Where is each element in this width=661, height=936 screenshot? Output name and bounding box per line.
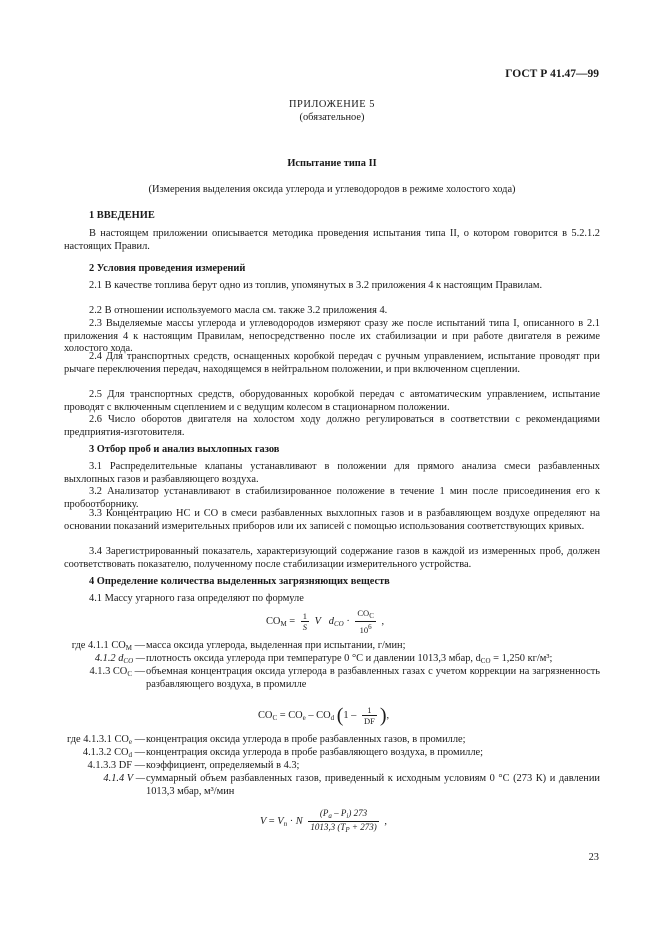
para-3-2: 3.2 Анализатор устанавливают в стабилизированное положение в течение 1 мин после присоединения его к пробоотборнику.	[64, 486, 600, 510]
para-2-6: 2.6 Число оборотов двигателя на холостом ходу должно регулироваться в соответствии с рекомендациями предприятия-изготовителя.	[64, 414, 600, 438]
section-3-heading: 3 Отбор проб и анализ выхлопных газов	[89, 444, 280, 455]
section-1-heading: 1 ВВЕДЕНИЕ	[89, 210, 155, 221]
def-4-1-4-text: суммарный объем разбавленных газов, приведенный к исходным условиям 0 °С (273 К) и давлении 1013,3 мбар, м³/мин	[146, 773, 600, 797]
para-2-2: 2.2 В отношении используемого масла см. также 3.2 приложения 4.	[89, 305, 388, 316]
def-4-1-3-2-label: 4.1.3.2 $CO_d$ —	[82, 747, 145, 759]
formula-co-mass: $CO_M$ = $\frac{1}{S}$ V $d_{CO}$ · $\frac{CO_C}{10^6}$ ,	[266, 608, 385, 635]
def-4-1-4-label: 4.1.4 V —	[103, 773, 145, 784]
f1-lhs: $CO_M$	[266, 615, 287, 628]
section-1-text: В настоящем приложении описывается методика проведения испытания типа II, о котором говорится в 5.2.1.2 настоящих Правил.	[64, 228, 600, 252]
def-4-1-3-label: 4.1.3 $CO_C$ —	[89, 666, 145, 678]
def-4-1-3-1-text: концентрация оксида углерода в пробе разбавленных газов, в промилле;	[146, 734, 466, 745]
f1-volume: V	[314, 615, 321, 627]
para-2-4: 2.4 Для транспортных средств, оснащенных коробкой передач с ручным управлением, испытание проводят при рычаге переключения передач, находящемся в нейтральном положении, и при включенном сцеплении.	[64, 351, 600, 375]
page-number: 23	[588, 852, 599, 863]
appendix-title: ПРИЛОЖЕНИЕ 5	[289, 99, 375, 110]
test-subtitle: (Измерения выделения оксида углерода и углеводородов в режиме холостого хода)	[148, 184, 516, 195]
def-4-1-1-text: масса оксида углерода, выделенная при испытании, г/мин;	[146, 640, 406, 651]
para-4-1: 4.1 Массу угарного газа определяют по формуле	[89, 593, 304, 604]
def-4-1-3-1-label: где 4.1.3.1 $CO_e$ —	[67, 734, 145, 746]
section-4-heading: 4 Определение количества выделенных загрязняющих веществ	[89, 576, 390, 587]
f1-concentration: $\frac{CO_C}{10^6}$	[357, 608, 374, 635]
para-3-3: 3.3 Концентрацию НС и СО в смеси разбавленных выхлопных газов и в разбавляющем воздухе определяют на основании показаний измерительных приборов или их записей с помощью использования соответствующих кривых.	[64, 508, 600, 532]
def-4-1-2-label: 4.1.2 $d_{CO}$ —	[94, 653, 145, 665]
test-title: Испытание типа II	[287, 158, 377, 169]
def-4-1-3-2-text: концентрация оксида углерода в пробе разбавляющего воздуха, в промилле;	[146, 747, 484, 758]
f1-density: $d_{CO}$	[328, 615, 344, 628]
formula-co-corrected: $CO_C = CO_e - CO_d$ (1 – $\frac{1}{DF}$ ),	[258, 704, 390, 727]
appendix-status: (обязательное)	[299, 112, 365, 123]
formula-volume: $V = V_n \cdot N$ $\frac{(P_a - P_i) 273}{1013,3 (T_P + 273)}$ ,	[260, 808, 387, 834]
para-2-1: 2.1 В качестве топлива берут одно из топлив, упомянутых в 3.2 приложения 4 к настоящим Правилам.	[89, 280, 543, 291]
para-2-5: 2.5 Для транспортных средств, оборудованных коробкой передач с автоматическим управлением, испытание проводят с включенным сцеплением и с ведущим колесом в стационарном положении.	[64, 389, 600, 413]
para-2-3: 2.3 Выделяемые массы углерода и углеводородов измеряют сразу же после испытаний типа I, описанного в 2.1 приложения 4 к настоящим Правилам, непосредственно после их стабилизации и при работе двигателя в режиме холостого хода.	[64, 318, 600, 355]
f1-coef: $\frac{1}{S}$	[302, 611, 307, 632]
def-4-1-2-text: плотность оксида углерода при температуре 0 °С и давлении 1013,3 мбар, $d_{CO} = 1,250$ кг/м³;	[146, 653, 553, 665]
section-2-heading: 2 Условия проведения измерений	[89, 263, 246, 274]
para-3-1: 3.1 Распределительные клапаны устанавливают в положении для прямого анализа смеси разбавленных выхлопных газов и разбавляющего воздуха.	[64, 461, 600, 485]
def-4-1-3-3-label: 4.1.3.3 DF —	[87, 760, 145, 771]
para-3-4: 3.4 Зарегистрированный показатель, характеризующий содержание газов в каждой из измеренных проб, должен соответствовать показателю, полученному после стабилизации измерительного устройства.	[64, 546, 600, 570]
def-4-1-3-text: объемная концентрация оксида углерода в разбавленных газах с учетом коррекции на загрязненность разбавляющего воздуха, в промилле	[146, 666, 600, 690]
def-4-1-1-label: где 4.1.1 $CO_M$ —	[71, 640, 145, 652]
def-4-1-3-3-text: коэффициент, определяемый в 4.3;	[146, 760, 300, 771]
doc-code: ГОСТ Р 41.47—99	[505, 68, 599, 80]
